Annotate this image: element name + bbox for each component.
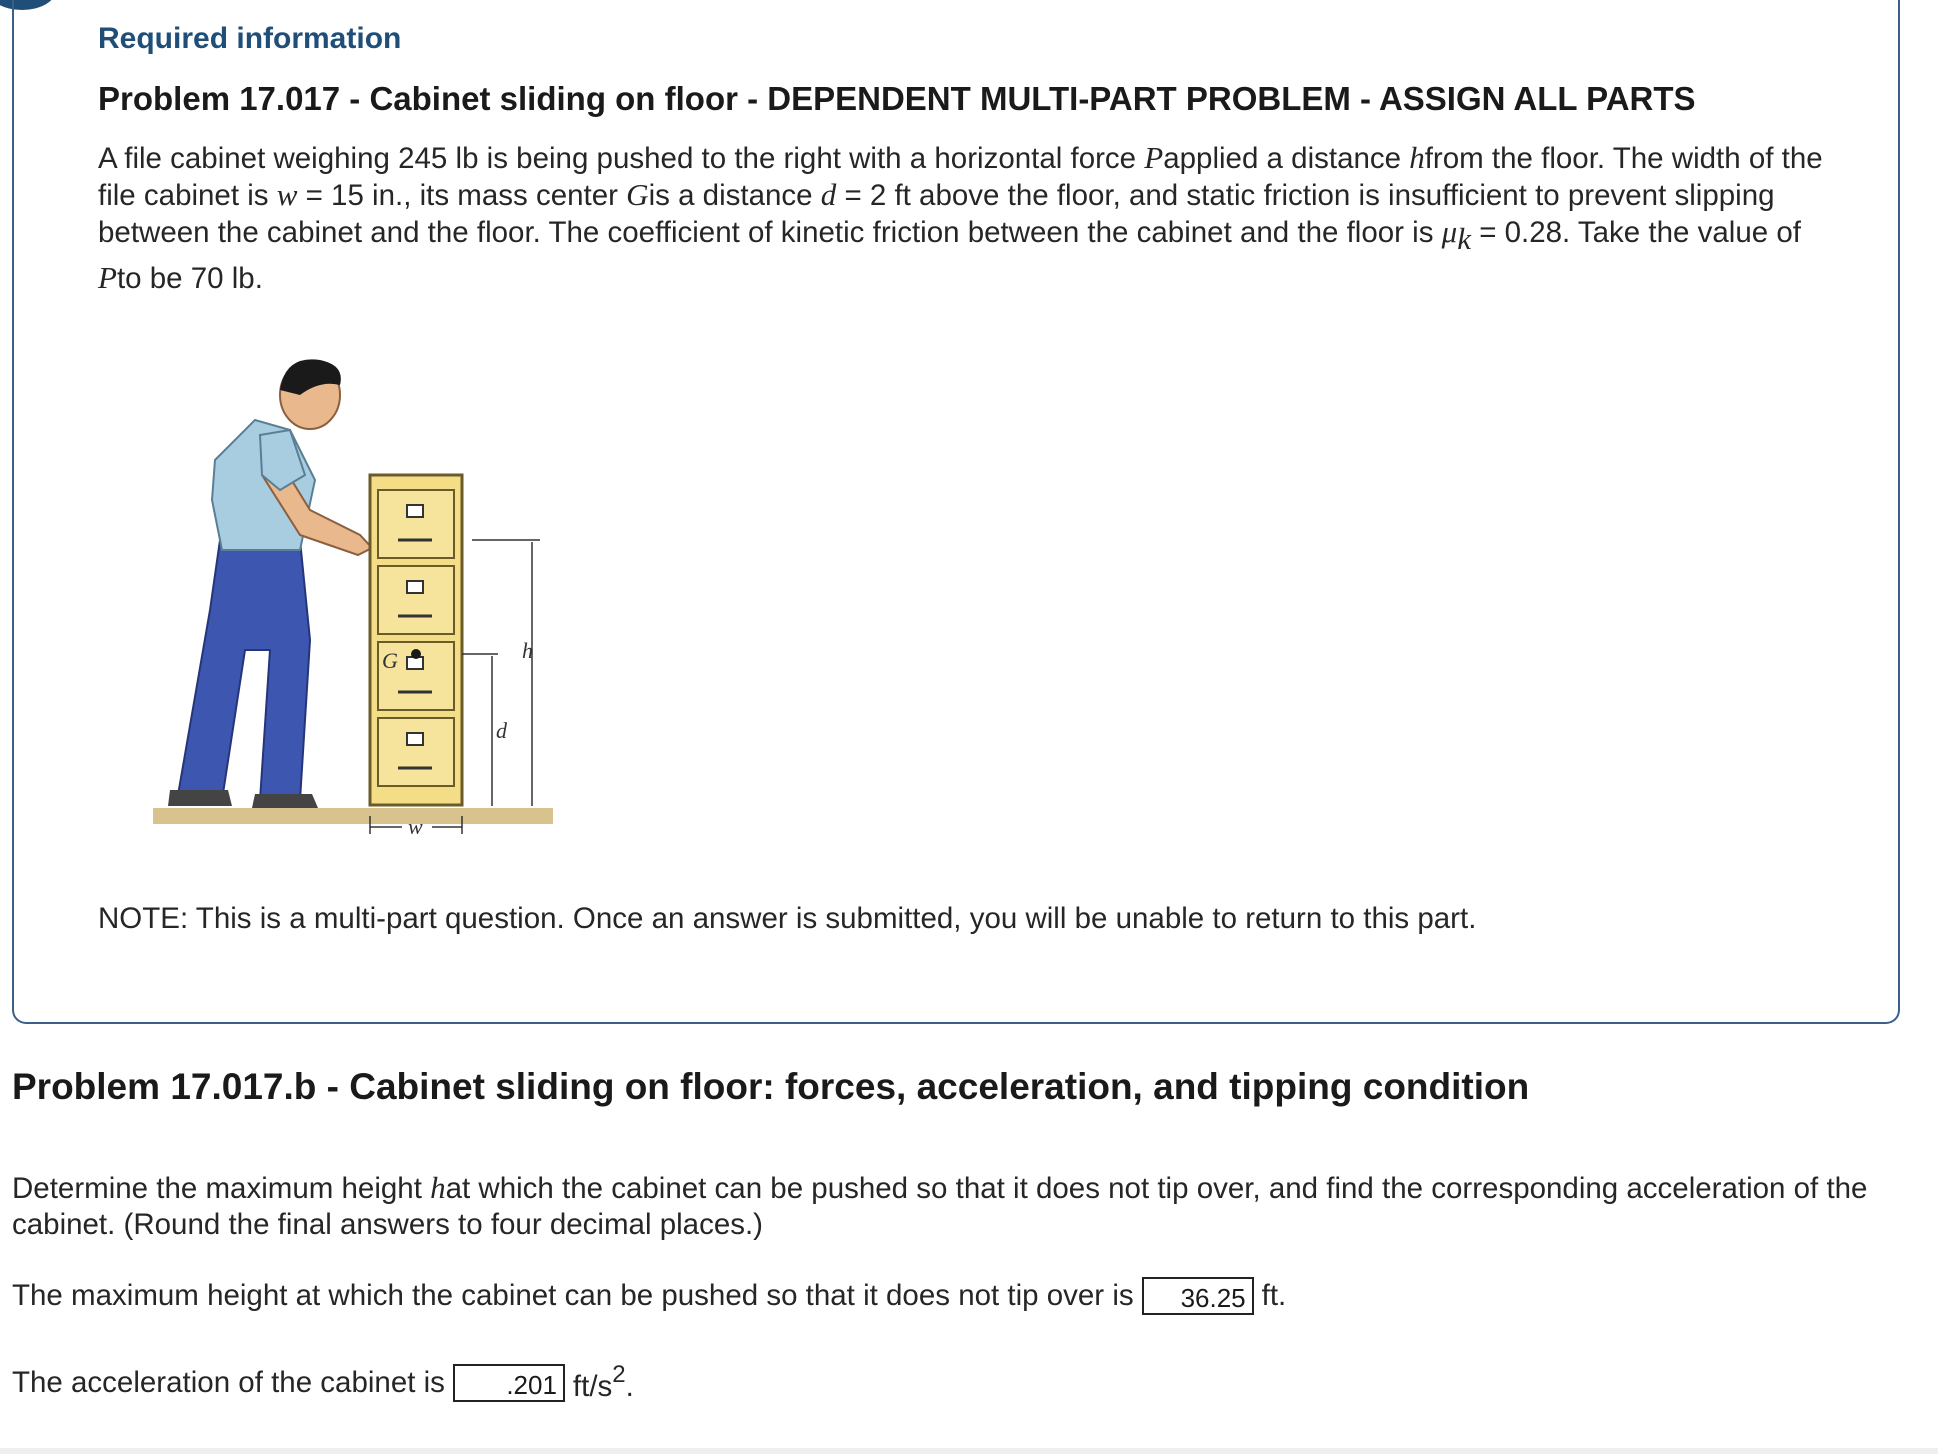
height-unit: ft. [1261, 1279, 1287, 1312]
acceleration-unit: $ft/s^2$. [572, 1361, 634, 1403]
acceleration-answer-field[interactable]: .201 [453, 1364, 565, 1402]
part-title: Problem 17.017.b - Cabinet sliding on floor: forces, acceleration, and tipping condition [12, 1066, 1530, 1107]
acceleration-answer-row [12, 1361, 634, 1404]
drawer-label-4 [407, 733, 423, 745]
drawer-4 [378, 718, 454, 786]
d-label: d [496, 718, 507, 743]
w-label: w [408, 814, 423, 839]
multi-part-note: NOTE: This is a multi-part question. Once an answer is submitted, you will be unable to return to this part. [98, 902, 1477, 935]
drawer-2 [378, 566, 454, 634]
drawer-1 [378, 490, 454, 558]
mass-center-point [411, 649, 421, 659]
acceleration-prompt: The acceleration of the cabinet is [12, 1365, 445, 1399]
problem-statement: A file cabinet weighing 245 lb is being pushed to the right with a horizontal force Papplied a distance hfrom the floor. The width of the file cabinet is w = 15 in., its mass center Gis a distance d = 2 ft above the floor, and static friction is insufficient to prevent slipping between the cabinet and the floor. The coefficient of kinetic friction between the cabinet and the floor is $\mu_k = 0.28$. Take the value of Pto be 70 lb. [98, 140, 1823, 295]
problem-title: Problem 17.017 - Cabinet sliding on floor - DEPENDENT MULTI-PART PROBLEM - ASSIGN ALL PARTS [98, 80, 1696, 117]
height-prompt: The maximum height at which the cabinet can be pushed so that it does not tip over is [12, 1279, 1134, 1312]
person-legs [178, 540, 310, 800]
cabinet-figure [150, 350, 560, 850]
bottom-divider [0, 1448, 1938, 1454]
drawer-label-1 [407, 505, 423, 517]
mass-center-label: G [382, 648, 398, 673]
person-shoe-left [168, 790, 232, 806]
person-shoe-right [252, 794, 318, 808]
floor [153, 808, 553, 824]
drawer-label-2 [407, 581, 423, 593]
part-question: Determine the maximum height hat which the cabinet can be pushed so that it does not tip over, and find the corresponding acceleration of the cabinet. (Round the final answers to four decimal places.) [12, 1170, 1868, 1241]
required-information-heading: Required information [98, 22, 402, 55]
h-label: h [522, 638, 533, 663]
height-answer-field[interactable]: 36.25 [1142, 1277, 1254, 1315]
height-answer-row [12, 1277, 1286, 1315]
